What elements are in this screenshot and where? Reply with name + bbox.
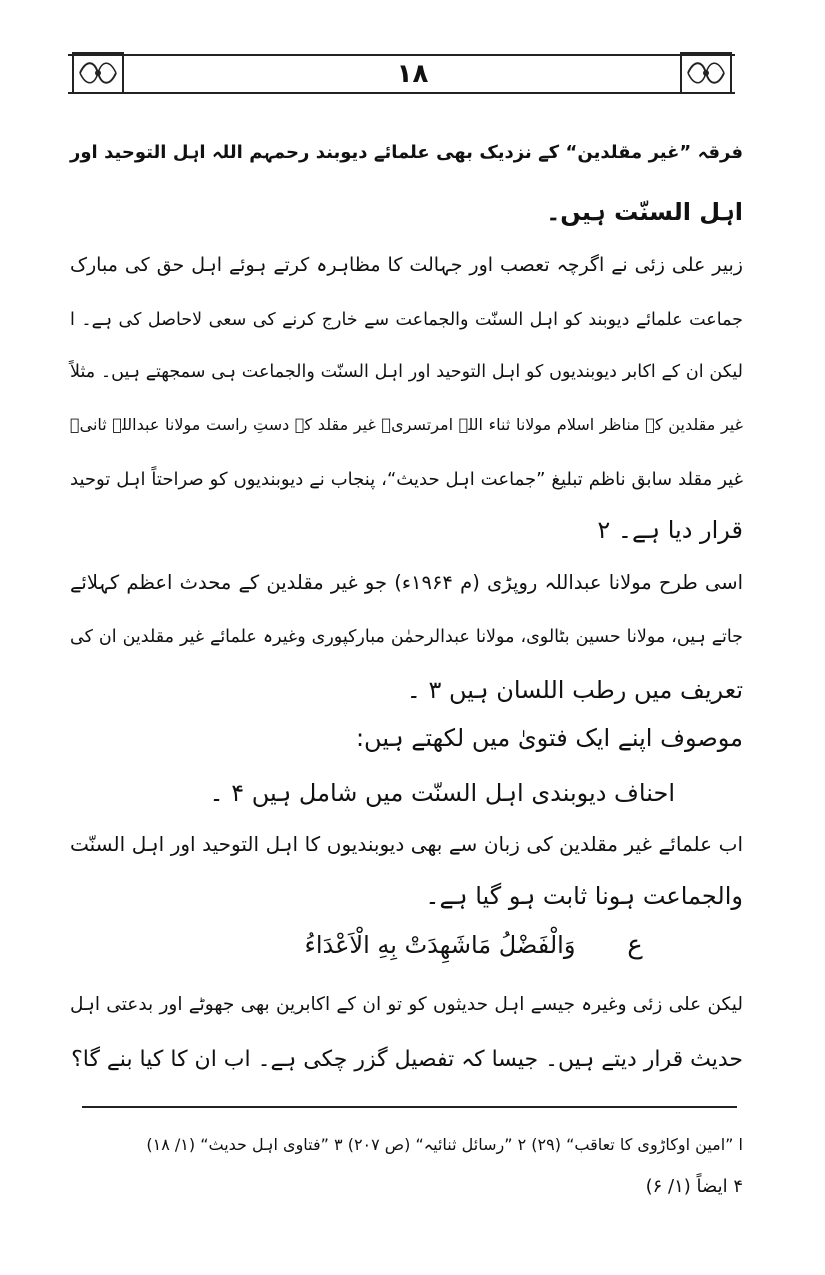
quoted-fatwa-line: احناف دیوبندی اہل السنّت میں شامل ہیں ۴ ۔: [209, 779, 675, 807]
body-line: والجماعت ہونا ثابت ہو گیا ہے۔: [425, 882, 743, 910]
body-line: اہل السنّت ہیں۔: [546, 198, 743, 226]
header-bottom-rule: [68, 92, 735, 94]
body-line: غیر مقلد سابق ناظم تبلیغ ”جماعت اہل حدیث“، پنجاب نے دیوبندیوں کو صراحتاً اہل توحید: [70, 469, 743, 490]
body-line: اب علمائے غیر مقلدین کی زبان سے بھی دیوبندیوں کا اہل التوحید اور اہل السنّت: [70, 832, 743, 856]
arabic-verse: وَالْفَضْلُ مَاشَهِدَتْ بِهِ الْاَعْدَاءُ: [304, 931, 576, 959]
body-line: جاتے ہیں، مولانا حسین بٹالوی، مولانا عبدالرحمٰن مبارکپوری وغیرہ علمائے غیر مقلدین ان کی: [70, 627, 743, 647]
body-line: قرار دیا ہے۔ ۲: [597, 516, 743, 544]
header-top-rule: [68, 54, 735, 56]
body-line: اسی طرح مولانا عبداللہ روپڑی (م ۱۹۶۴ء) جو غیر مقلدین کے محدث اعظم کہلائے: [70, 571, 743, 594]
body-line: موصوف اپنے ایک فتویٰ میں لکھتے ہیں:: [355, 724, 743, 752]
body-line: لیکن علی زئی وغیرہ جیسے اہل حدیثوں کو تو ان کے اکابرین بھی جھوٹے اور بدعتی اہل: [70, 994, 743, 1015]
page-number: ١٨: [396, 59, 429, 89]
body-line: جماعت علمائے دیوبند کو اہل السنّت والجماعت سے خارج کرنے کی سعی لاحاصل کی ہے۔ ا: [70, 310, 743, 330]
body-line: غیر مقلدین کے مناظر اسلام مولانا ثناء اللہ امرتسریؒ غیر مقلد کے دستِ راست مولانا عبداللہ ثانیؒ: [70, 415, 743, 434]
body-line: لیکن ان کے اکابر دیوبندیوں کو اہل التوحید اور اہل السنّت والجماعت ہی سمجھتے ہیں۔ مثلاً: [70, 362, 743, 382]
body-line: فرقہ ”غیر مقلدین“ کے نزدیک بھی علمائے دیوبند رحمہم اللہ اہل التوحید اور: [70, 142, 743, 163]
footnote-line: ا ”امین اوکاڑوی کا تعاقب“ (۲۹) ۲ ”رسائل ثنائیہ“ (ص ۲۰۷) ۳ ”فتاوی اہل حدیث“ (۱/ ۱۸): [146, 1135, 743, 1154]
verse-marker: ع: [627, 930, 643, 960]
body-line: زبیر علی زئی نے اگرچہ تعصب اور جہالت کا مظاہرہ کرتے ہوئے اہل حق کی مبارک: [70, 254, 743, 276]
footnote-line: ۴ ایضاً (۱/ ۶): [645, 1176, 743, 1197]
body-line: حدیث قرار دیتے ہیں۔ جیسا کہ تفصیل گزر چکی ہے۔ اب ان کا کیا بنے گا؟: [71, 1047, 743, 1072]
footnote-separator: [82, 1106, 737, 1108]
body-line: تعریف میں رطب اللسان ہیں ۳ ۔: [406, 676, 743, 704]
